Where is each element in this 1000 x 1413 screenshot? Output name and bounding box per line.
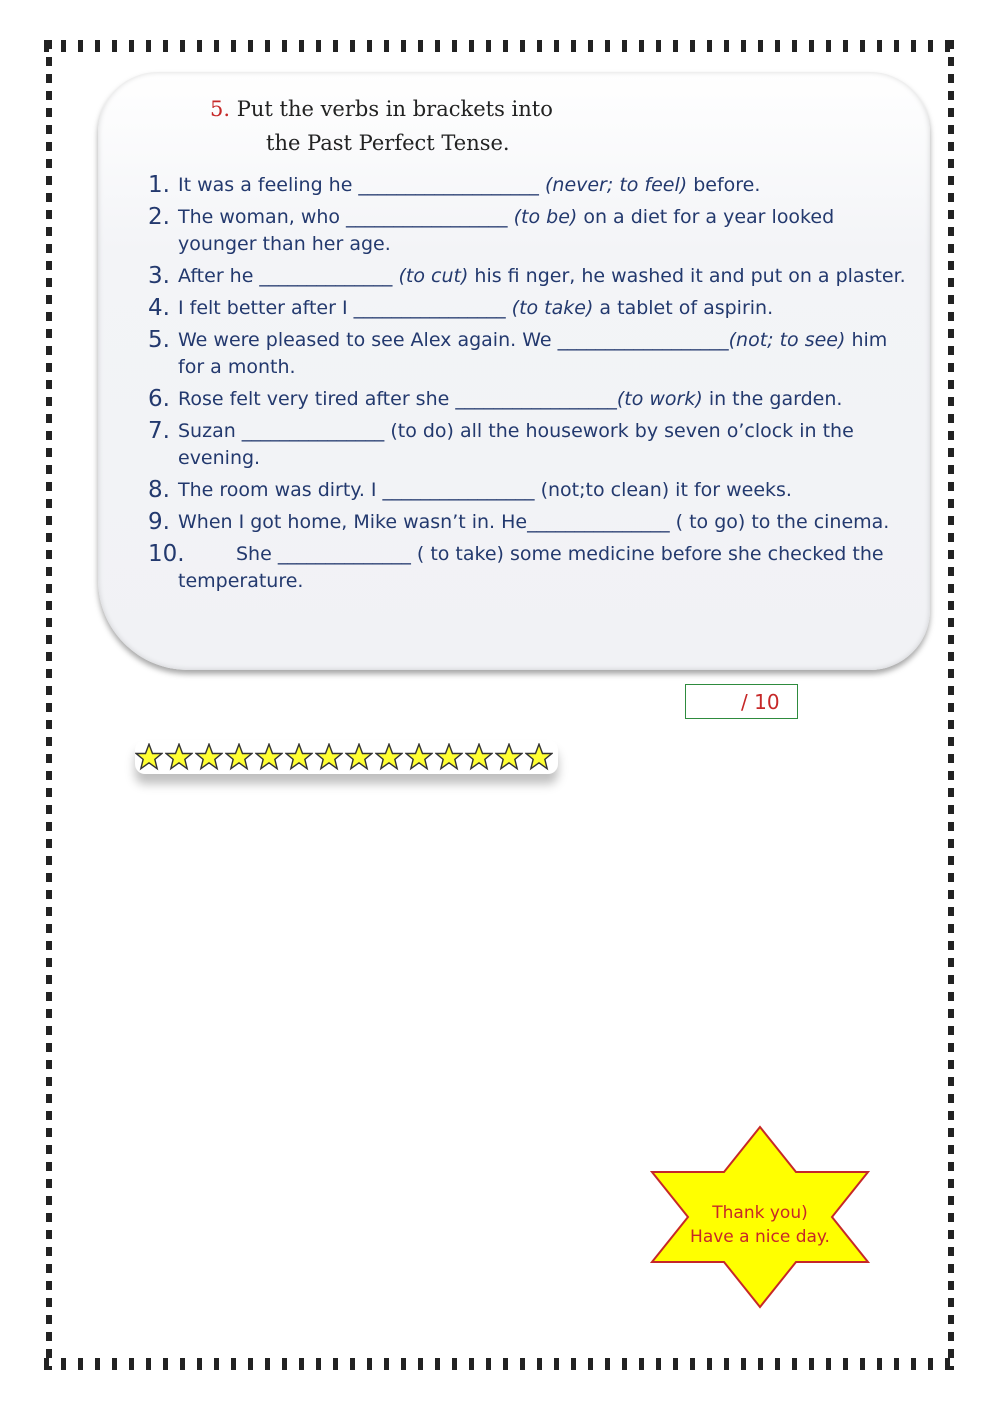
- small-star-icon: [135, 743, 163, 771]
- item-text: [178, 295, 918, 322]
- item-number: 7.: [148, 418, 170, 444]
- sentence-segment: before.: [687, 174, 761, 196]
- exercise-item: [148, 509, 918, 536]
- sentence-segment: She ______________ ( to take) some medicine before she checked the temperature.: [178, 543, 884, 592]
- verb-hint: (never; to feel): [544, 174, 688, 196]
- sentence-segment: on a diet for a year looked younger than her age.: [178, 206, 835, 255]
- exercise-item: [148, 386, 918, 413]
- sentence-segment: We were pleased to see Alex again. We __________________: [178, 329, 729, 351]
- closing-line-2: Have a nice day.: [690, 1227, 830, 1247]
- item-text: [178, 477, 918, 504]
- thank-you-star: [648, 1125, 872, 1309]
- verb-hint: (not; to see): [728, 329, 846, 351]
- sentence-segment: Rose felt very tired after she _________________: [178, 388, 617, 410]
- verb-hint: (to take): [511, 297, 594, 319]
- exercise-item: [148, 204, 918, 258]
- item-number: 3.: [148, 263, 170, 289]
- item-text: [178, 541, 918, 595]
- closing-line-1: Thank you): [712, 1203, 808, 1223]
- small-star-icon: [435, 743, 463, 771]
- exercise-title: [210, 92, 553, 160]
- item-number: 5.: [148, 327, 170, 353]
- small-star-icon: [195, 743, 223, 771]
- small-star-icon: [465, 743, 493, 771]
- small-star-icon: [165, 743, 193, 771]
- sentence-segment: in the garden.: [702, 388, 843, 410]
- item-text: [178, 263, 918, 290]
- small-star-icon: [285, 743, 313, 771]
- item-number: 2.: [148, 204, 170, 230]
- item-text: [178, 418, 918, 472]
- sentence-segment: him for a month.: [178, 329, 888, 378]
- small-star-icon: [345, 743, 373, 771]
- small-star-icon: [315, 743, 343, 771]
- exercise-item: [148, 295, 918, 322]
- exercise-item: [148, 263, 918, 290]
- item-number: 10.: [148, 541, 185, 567]
- sentence-segment: a tablet of aspirin.: [593, 297, 774, 319]
- sentence-segment: The woman, who _________________: [178, 206, 514, 228]
- small-star-icon: [495, 743, 523, 771]
- exercise-item: [148, 172, 918, 199]
- small-star-icon: [255, 743, 283, 771]
- small-star-icon: [405, 743, 433, 771]
- exercise-item: [148, 477, 918, 504]
- exercise-number: 5.: [210, 97, 231, 121]
- sentence-segment: After he ______________: [178, 265, 399, 287]
- item-number: 8.: [148, 477, 170, 503]
- exercise-list: [148, 172, 918, 600]
- verb-hint: (to cut): [398, 265, 469, 287]
- sentence-segment: Suzan _______________ (to do) all the housework by seven o’clock in the evening.: [178, 420, 854, 469]
- verb-hint: (to be): [513, 206, 578, 228]
- item-text: [178, 204, 918, 258]
- small-star-icon: [225, 743, 253, 771]
- item-number: 6.: [148, 386, 170, 412]
- item-text: [178, 386, 918, 413]
- sentence-segment: It was a feeling he ___________________: [178, 174, 545, 196]
- item-text: [178, 509, 918, 536]
- verb-hint: (to work): [616, 388, 703, 410]
- exercise-item: [148, 541, 918, 595]
- score-box: / 10: [685, 684, 798, 719]
- item-text: [178, 172, 918, 199]
- small-star-icon: [525, 743, 553, 771]
- exercise-item: [148, 327, 918, 381]
- item-text: [178, 327, 918, 381]
- sentence-segment: When I got home, Mike wasn’t in. He_______________ ( to go) to the cinema.: [178, 511, 890, 533]
- item-number: 4.: [148, 295, 170, 321]
- title-line-1: Put the verbs in brackets into: [236, 97, 553, 121]
- item-number: 9.: [148, 509, 170, 535]
- sentence-segment: The room was dirty. I ________________ (not;to clean) it for weeks.: [178, 479, 792, 501]
- small-star-icon: [375, 743, 403, 771]
- star-border-decoration: [135, 740, 558, 774]
- item-number: 1.: [148, 172, 170, 198]
- sentence-segment: his fi nger, he washed it and put on a plaster.: [468, 265, 906, 287]
- title-line-2: the Past Perfect Tense.: [266, 131, 510, 155]
- exercise-item: [148, 418, 918, 472]
- sentence-segment: I felt better after I ________________: [178, 297, 512, 319]
